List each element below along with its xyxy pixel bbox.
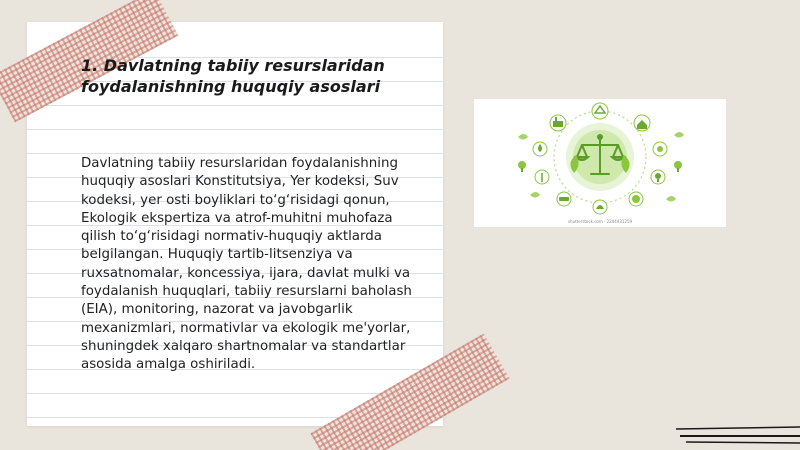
tree-icon <box>674 161 682 172</box>
tree-icon <box>518 161 526 172</box>
factory-icon <box>550 115 566 131</box>
leaf-icon <box>666 196 676 202</box>
globe-icon <box>629 192 643 206</box>
wind-turbine-icon <box>535 170 549 184</box>
car-icon <box>557 192 571 206</box>
leaf-icon <box>518 134 528 140</box>
sun-icon <box>653 142 667 156</box>
hand-plant-icon <box>593 200 607 214</box>
slide-body-text: Davlatning tabiiy resurslaridan foydalanishning huquqiy asoslari Konstitutsiya, Yer kodeksi, Suv kodeksi, yer osti boyliklari to‘g‘risidagi qonun, Ekologik ekspertiza va atrof-muhitni muhofaza qilish to‘g‘risidagi normativ-huquqiy aktlarda belgilangan. Huquqiy tartib-litsenziya va ruxsatnomalar, koncessiya, ijara, davlat mulki va foydalanish huquqlari, tabiiy resurslarni baholash (EIA), monitoring, nazorat va javobgarlik mexanizmlari, normativlar va ekologik me'yorlar, shuningdek xalqaro shartnomalar va standartlar asosida amalga oshiriladi. <box>81 156 412 373</box>
eco-law-illustration <box>474 99 726 227</box>
house-icon <box>634 115 650 131</box>
water-drop-icon <box>533 142 547 156</box>
leaf-icon <box>674 132 684 138</box>
decorative-lines <box>676 424 800 446</box>
recycle-icon <box>592 103 608 119</box>
leaf-icon <box>530 192 540 198</box>
image-caption: shutterstock.com · 2244431259 <box>567 219 633 224</box>
illustration-graphic <box>474 99 726 227</box>
slide-title: 1. Davlatning tabiiy resurslaridan foydalanishning huquqiy asoslari <box>81 56 385 96</box>
bulb-icon <box>651 170 665 184</box>
